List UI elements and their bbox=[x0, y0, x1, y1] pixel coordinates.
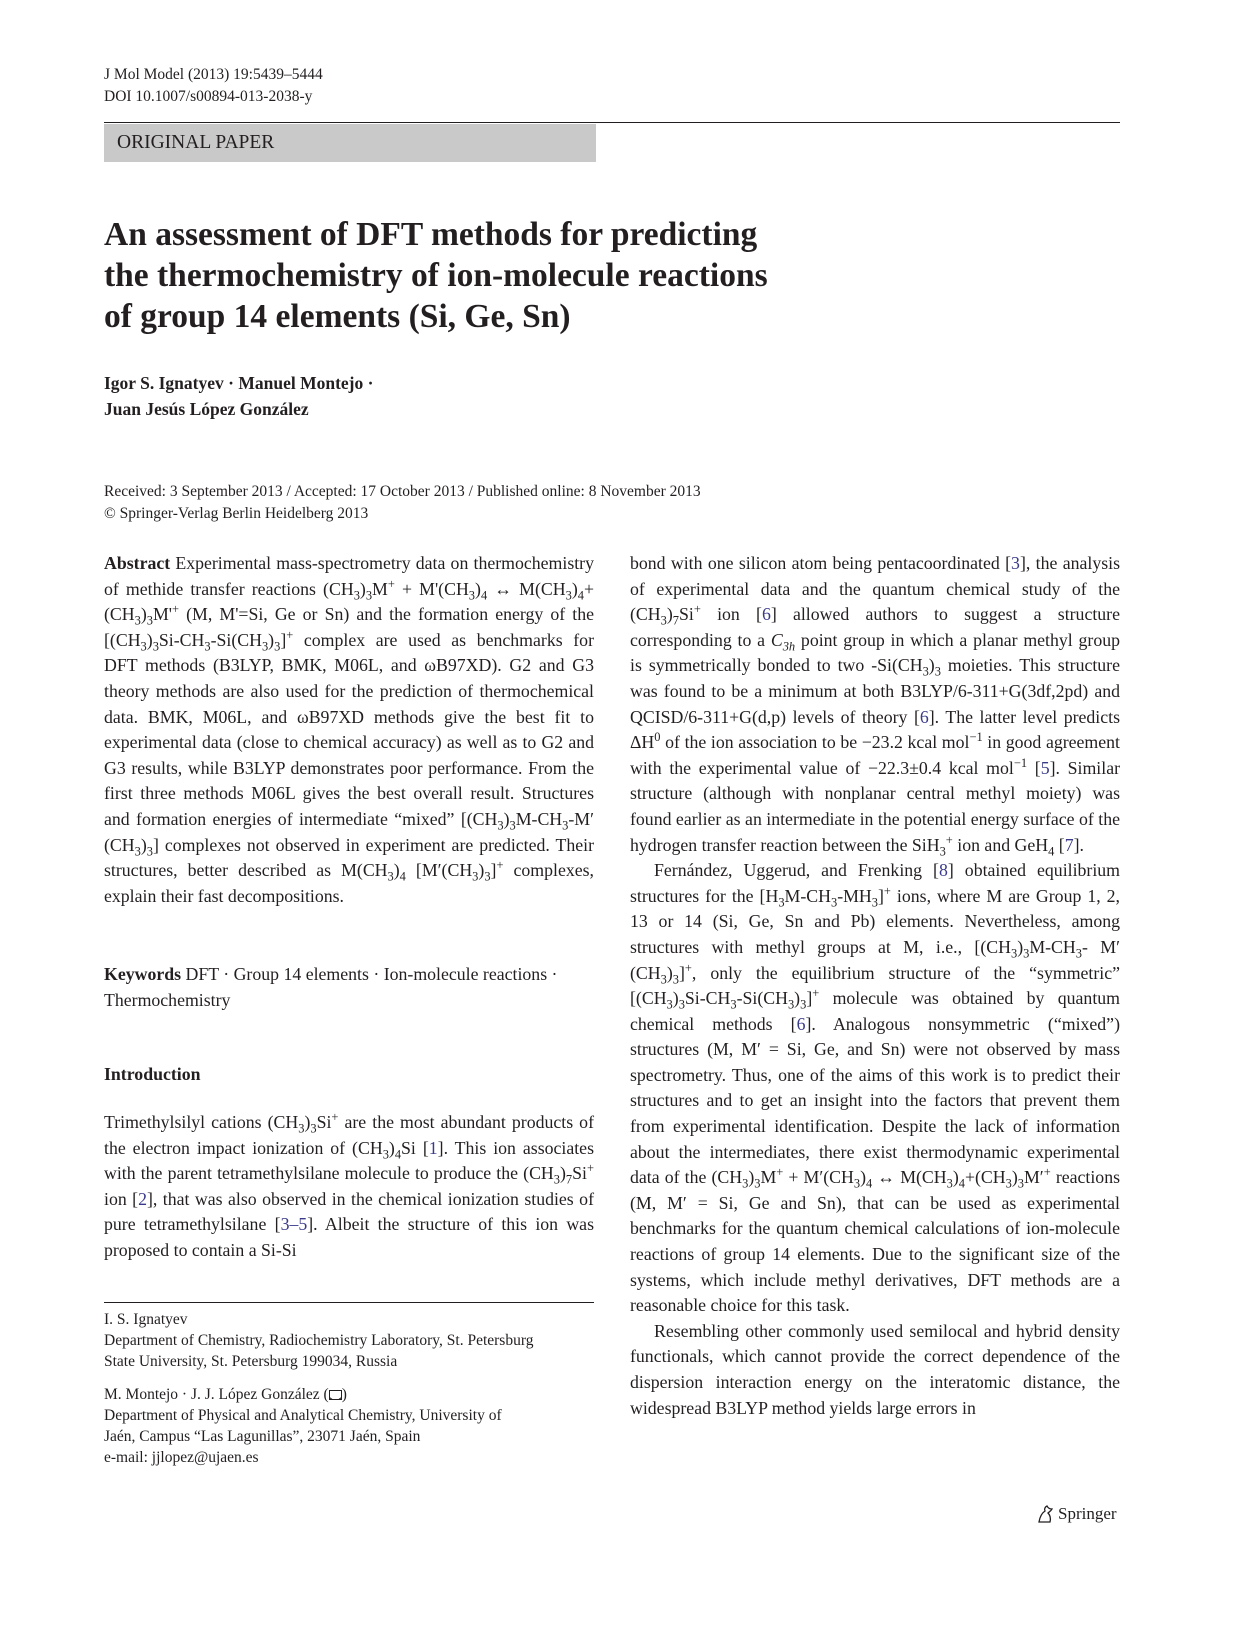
article-category-banner: ORIGINAL PAPER bbox=[104, 124, 596, 162]
affiliation-2-name-end: ) bbox=[341, 1386, 347, 1403]
springer-horse-icon bbox=[1036, 1504, 1054, 1524]
abstract bbox=[104, 551, 594, 909]
title-line-2: the thermochemistry of ion-molecule reactions bbox=[104, 257, 768, 294]
publisher-logo bbox=[1036, 1503, 1117, 1525]
footnote-rule bbox=[104, 1302, 594, 1303]
author-list bbox=[104, 370, 373, 422]
affiliation-2-line-2: Jaén, Campus “Las Lagunillas”, 23071 Jaén, Spain bbox=[104, 1428, 421, 1445]
doi: DOI 10.1007/s00894-013-2038-y bbox=[104, 88, 313, 105]
journal-info bbox=[104, 64, 323, 108]
envelope-icon bbox=[329, 1390, 342, 1400]
authors-line-1: Igor S. Ignatyev · Manuel Montejo · bbox=[104, 373, 374, 393]
affiliation-1-line-2: State University, St. Petersburg 199034, Russia bbox=[104, 1353, 398, 1370]
intro-paragraph-1: Trimethylsilyl cations $(CH_3)_3Si^+$ are the most abundant products of the electron impact ionization of $(CH_3)_4Si$ [1]. This ion associates with the parent tetramethylsilane molecule to produce the $(CH_3)_7Si^+$ ion [2], that was also observed in the chemical ionization studies of pure tetramethylsilane [3–5]. Albeit the structure of this ion was proposed to contain a Si-Si bbox=[104, 1110, 594, 1260]
authors-line-2: Juan Jesús López González bbox=[104, 399, 309, 419]
affiliation-1 bbox=[104, 1309, 594, 1372]
keywords-text bbox=[104, 962, 594, 1013]
affiliation-2 bbox=[104, 1384, 594, 1468]
keywords-label: Keywords bbox=[104, 964, 182, 984]
introduction-left bbox=[104, 1110, 594, 1264]
affiliation-1-line-1: Department of Chemistry, Radiochemistry Laboratory, St. Petersburg bbox=[104, 1332, 534, 1349]
intro-paragraph-2: Fernández, Uggerud, and Frenking [8] obtained equilibrium structures for the $[H_3M-CH_3-MH_3]^+$ ions, where M are Group 1, 2, 13 or 14 (Si, Ge, Sn and Pb) elements. Nevertheless, among structures with methyl groups at M, i.e., [$(CH_3)_3M-CH_3-$ $M'(CH_3)_3]^+$, only the equilibrium structure of the “symmetric” $[(CH_3)_3Si-CH_3-Si(CH_3)_3]^+$ molecule was obtained by quantum chemical methods [6]. Analogous nonsymmetric (“mixed”) structures (M, M′ = Si, Ge, and Sn) were not observed by mass spectrometry. Thus, one of the aims of this work is to predict their structures and to get an insight into the factors that prevent them from experimental identification. Despite the lack of information about the intermediates, there exist thermodynamic experimental data of the $(CH_3)_3M^+ + M'(CH_3)_4$ ↔ $M(CH_3)_4+(CH_3)_3M'^+$ reactions (M, M′ = Si, Ge and Sn), that can be used as experimental benchmarks for the quantum chemical calculations of ion-molecule reactions of group 14 elements. Due to the significant size of the systems, which include methyl derivatives, DFT methods are a reasonable choice for this task. bbox=[630, 860, 1121, 1316]
intro-paragraph-1-cont: bond with one silicon atom being pentacoordinated [3], the analysis of experimental data and the quantum chemical study of the $(CH_3)_7Si^+$ ion [6] allowed authors to suggest a structure corresponding to a $C_{3h}$ point group in which a planar methyl group is symmetrically bonded to two $-Si(CH_3)_3$ moieties. This structure was found to be a minimum at both B3LYP/6-311+G(3df,2pd) and QCISD/6-311+G(d,p) levels of theory [6]. The latter level predicts $\Delta H^0$ of the ion association to be −23.2 kcal mol$^{-1}$ in good agreement with the experimental value of −22.3±0.4 kcal mol$^{-1}$ [5]. Similar structure (although with nonplanar central methyl moiety) was found earlier as an intermediate in the potential energy surface of the hydrogen transfer reaction between the SiH$_3$+ ion and GeH$_4$ [7]. bbox=[630, 553, 1121, 859]
affiliation-2-line-1: Department of Physical and Analytical Chemistry, University of bbox=[104, 1407, 502, 1424]
keywords-list: DFT · Group 14 elements · Ion-molecule reactions · Thermochemistry bbox=[104, 964, 558, 1010]
affiliation-2-name-row bbox=[104, 1384, 594, 1405]
introduction-heading: Introduction bbox=[104, 1064, 201, 1084]
title-line-1: An assessment of DFT methods for predicting bbox=[104, 216, 758, 253]
intro-paragraph-3: Resembling other commonly used semilocal and hybrid density functionals, which cannot provide the correct dependence of the dispersion interaction energy on the interatomic distance, the widespread B3LYP method yields large errors in bbox=[630, 1320, 1120, 1418]
keywords bbox=[104, 962, 594, 1013]
abstract-text: Abstract Experimental mass-spectrometry data on thermochemistry of methide transfer reactions $(CH_3)_3M^+ + M'(CH_3)_4$ ↔ $M(CH_3)_4+(CH_3)_3M'^+$ (M, M'=Si, Ge or Sn) and the formation energy of the $[(CH_3)_3Si-CH_3-Si(CH_3)_3]^+$ complex are used as benchmarks for DFT methods (B3LYP, BMK, M06L, and ωB97XD). G2 and G3 theory methods are also used for the prediction of thermochemical data. BMK, M06L, and ωB97XD methods give the best fit to experimental data (close to chemical accuracy) as well as to G2 and G3 results, while B3LYP demonstrates poor performance. From the first three methods M06L gives the best overall result. Structures and formation energies of intermediate “mixed” $[(CH_3)_3M-CH_3-M'(CH_3)_3]$ complexes not observed in experiment are predicted. Their structures, better described as $M(CH_3)_4$ $[M'(CH_3)_3]^+$ complexes, explain their fast decompositions. bbox=[104, 553, 595, 906]
abstract-label: Abstract bbox=[104, 553, 171, 573]
article-title bbox=[104, 214, 864, 337]
journal-citation: J Mol Model (2013) 19:5439–5444 bbox=[104, 66, 323, 83]
affiliation-2-name: M. Montejo · J. J. López González ( bbox=[104, 1386, 329, 1403]
header-rule bbox=[104, 122, 1120, 123]
copyright: © Springer-Verlag Berlin Heidelberg 2013 bbox=[104, 505, 369, 522]
affiliation-1-name: I. S. Ignatyev bbox=[104, 1311, 188, 1328]
history-dates: Received: 3 September 2013 / Accepted: 17 October 2013 / Published online: 8 November 2013 bbox=[104, 483, 701, 500]
title-line-3: of group 14 elements (Si, Ge, Sn) bbox=[104, 298, 571, 335]
publisher-name: Springer bbox=[1058, 1504, 1117, 1523]
corresponding-email[interactable]: e-mail: jjlopez@ujaen.es bbox=[104, 1449, 259, 1466]
introduction-right bbox=[630, 551, 1120, 1421]
publication-dates bbox=[104, 481, 701, 525]
